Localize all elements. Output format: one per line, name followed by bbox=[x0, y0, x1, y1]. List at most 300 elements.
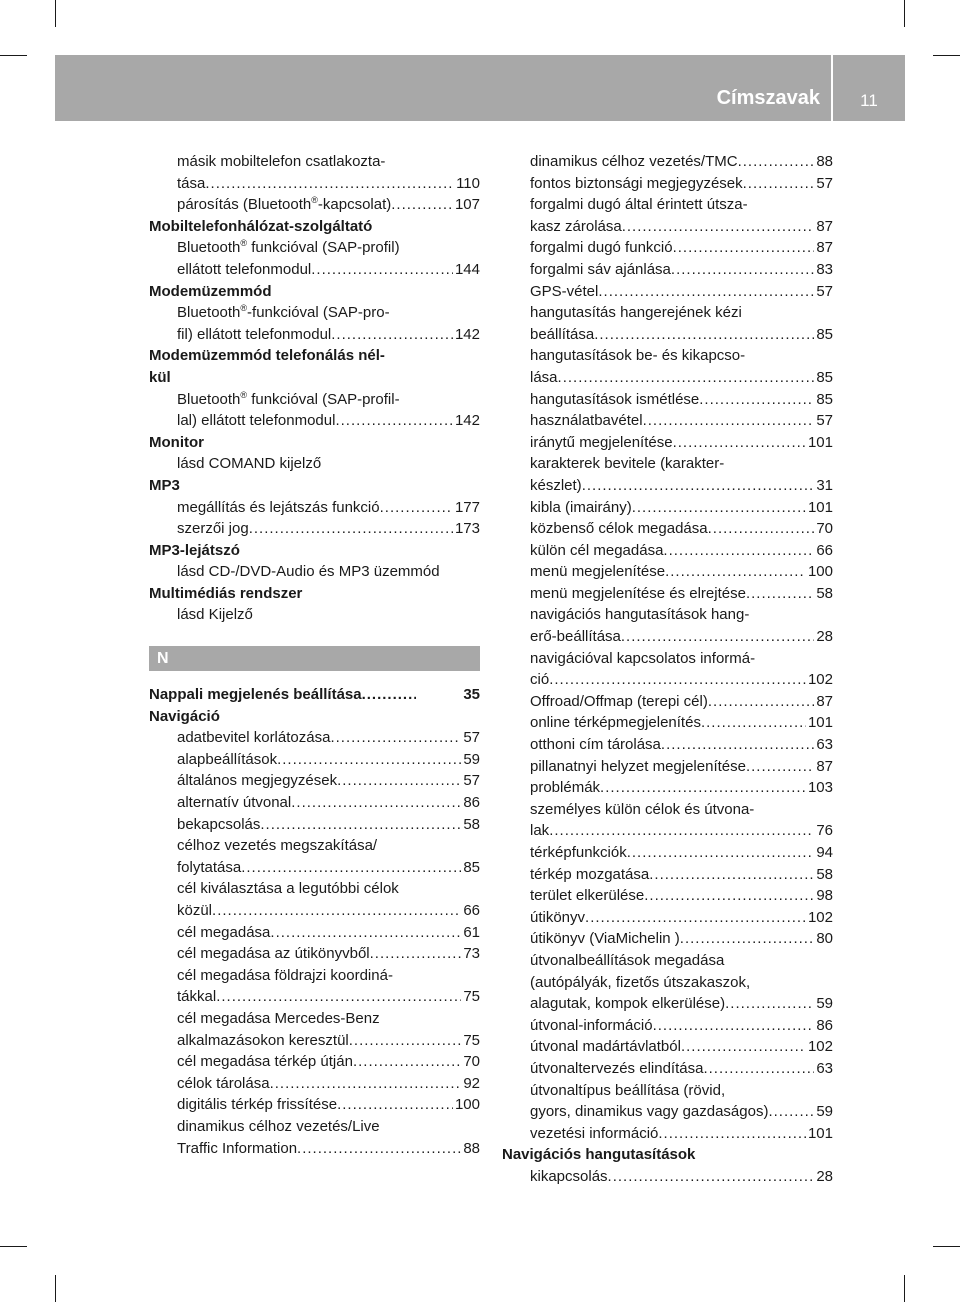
page-ref: 59 bbox=[463, 750, 480, 768]
index-entry-heading bbox=[149, 684, 480, 706]
leader-dots bbox=[768, 1101, 814, 1123]
entry-text: hangutasítás hangerejének kézi bbox=[530, 304, 742, 322]
index-entry bbox=[502, 691, 833, 713]
entry-text: cél megadása földrajzi koordiná- bbox=[177, 966, 393, 984]
entry-text: cél megadása térkép útján bbox=[177, 1053, 353, 1071]
page-ref: 144 bbox=[454, 260, 480, 278]
leader-dots bbox=[673, 237, 815, 259]
leader-dots bbox=[680, 928, 815, 950]
entry-text: navigációval kapcsolatos informá- bbox=[530, 649, 756, 667]
page-ref: 87 bbox=[816, 217, 833, 235]
index-entry bbox=[502, 820, 833, 842]
leader-dots bbox=[746, 756, 814, 778]
index-entry bbox=[502, 324, 833, 346]
index-entry bbox=[502, 453, 833, 475]
index-entry bbox=[502, 561, 833, 583]
entry-text: tása bbox=[177, 174, 206, 192]
index-entry bbox=[502, 1080, 833, 1102]
leader-dots bbox=[600, 777, 806, 799]
entry-text: lásd Kijelző bbox=[177, 606, 253, 624]
leader-dots bbox=[598, 281, 814, 303]
index-entry bbox=[149, 453, 480, 475]
crop-mark bbox=[55, 0, 56, 27]
page-ref: 142 bbox=[454, 325, 480, 343]
page-ref: 103 bbox=[807, 779, 833, 797]
leader-dots bbox=[585, 907, 806, 929]
index-entry bbox=[149, 561, 480, 583]
entry-text: cél megadása bbox=[177, 923, 271, 941]
page-ref: 75 bbox=[463, 1031, 480, 1049]
entry-text: (autópályák, fizetős útszakaszok, bbox=[530, 973, 751, 991]
page-ref: 87 bbox=[816, 239, 833, 257]
index-entry bbox=[502, 259, 833, 281]
page-title: Címszavak bbox=[716, 87, 820, 109]
entry-text: lása bbox=[530, 368, 558, 386]
entry-text: gyors, dinamikus vagy gazdaságos) bbox=[530, 1103, 769, 1121]
index-entry bbox=[502, 432, 833, 454]
page-ref: 80 bbox=[816, 930, 833, 948]
entry-text: szerzői jog bbox=[177, 520, 249, 538]
index-list-n bbox=[149, 684, 480, 1159]
index-entry bbox=[502, 907, 833, 929]
index-entry bbox=[502, 885, 833, 907]
entry-text: menü megjelenítése és elrejtése bbox=[530, 584, 746, 602]
leader-dots bbox=[558, 367, 815, 389]
page-ref: 57 bbox=[463, 729, 480, 747]
leader-dots bbox=[349, 1030, 462, 1052]
leader-dots bbox=[331, 324, 453, 346]
leader-dots bbox=[311, 259, 453, 281]
entry-text: lal) ellátott telefonmodul bbox=[177, 412, 336, 430]
entry-text: általános megjegyzések bbox=[177, 772, 338, 790]
entry-text: fontos biztonsági megjegyzések bbox=[530, 174, 743, 192]
entry-text: Bluetooth®-funkcióval (SAP-pro- bbox=[177, 303, 390, 322]
page-ref: 57 bbox=[816, 412, 833, 430]
index-entry bbox=[502, 756, 833, 778]
index-list-m bbox=[149, 151, 480, 626]
leader-dots bbox=[337, 770, 461, 792]
leader-dots bbox=[337, 1094, 453, 1116]
index-entry bbox=[149, 900, 480, 922]
page-ref: 28 bbox=[816, 628, 833, 646]
page-ref: 76 bbox=[816, 822, 833, 840]
crop-mark bbox=[0, 55, 27, 56]
index-entry-heading bbox=[502, 1144, 833, 1166]
leader-dots bbox=[241, 857, 461, 879]
index-entry bbox=[502, 734, 833, 756]
index-entry bbox=[502, 475, 833, 497]
entry-text: forgalmi sáv ajánlása bbox=[530, 260, 671, 278]
index-entry-heading bbox=[149, 216, 480, 238]
leader-dots bbox=[621, 626, 814, 648]
index-entry bbox=[149, 1030, 480, 1052]
leader-dots bbox=[661, 734, 814, 756]
entry-text: Offroad/Offmap (terepi cél) bbox=[530, 692, 708, 710]
index-entry bbox=[149, 302, 480, 324]
index-column-right bbox=[502, 151, 833, 1188]
entry-text: kibla (imairány) bbox=[530, 498, 632, 516]
leader-dots bbox=[681, 1036, 806, 1058]
index-entry bbox=[502, 302, 833, 324]
page-ref: 110 bbox=[456, 174, 480, 192]
index-entry bbox=[502, 1123, 833, 1145]
section-header-n: N bbox=[149, 646, 480, 671]
index-entry bbox=[502, 928, 833, 950]
index-entry bbox=[502, 1166, 833, 1188]
page-number: 11 bbox=[860, 91, 878, 110]
page-ref: 75 bbox=[463, 988, 480, 1006]
page-ref: 102 bbox=[807, 671, 833, 689]
page-ref: 66 bbox=[463, 902, 480, 919]
leader-dots bbox=[658, 1123, 806, 1145]
crop-mark bbox=[904, 1275, 905, 1302]
page-ref: 98 bbox=[816, 887, 833, 905]
page-ref: 102 bbox=[807, 908, 833, 926]
index-entry bbox=[149, 604, 480, 626]
leader-dots bbox=[632, 497, 806, 519]
index-entry bbox=[149, 922, 480, 944]
entry-text: közbenső célok megadása bbox=[530, 520, 708, 538]
page-ref: 87 bbox=[816, 757, 833, 775]
page-ref: 63 bbox=[816, 736, 833, 754]
index-column-left bbox=[149, 151, 480, 1159]
index-entry bbox=[502, 648, 833, 670]
crop-mark bbox=[933, 1246, 960, 1247]
page-ref: 31 bbox=[816, 476, 833, 494]
index-entry bbox=[502, 842, 833, 864]
crop-mark bbox=[904, 0, 905, 27]
entry-text: hangutasítások ismétlése bbox=[530, 390, 700, 408]
leader-dots bbox=[703, 1058, 814, 1080]
page-ref: 61 bbox=[463, 923, 480, 941]
leader-dots bbox=[608, 1166, 815, 1188]
entry-text: párosítás (Bluetooth®-kapcsolat) bbox=[177, 195, 392, 214]
entry-text: másik mobiltelefon csatlakozta- bbox=[177, 153, 386, 170]
page-ref: 107 bbox=[454, 196, 480, 214]
index-entry bbox=[149, 1138, 480, 1160]
page-ref: 58 bbox=[816, 865, 833, 883]
entry-text: Multimédiás rendszer bbox=[149, 584, 303, 602]
leader-dots bbox=[353, 1051, 461, 1073]
page-header bbox=[55, 55, 905, 121]
entry-text: megállítás és lejátszás funkció bbox=[177, 498, 380, 516]
entry-text: digitális térkép frissítése bbox=[177, 1096, 338, 1114]
index-entry bbox=[502, 151, 833, 173]
entry-text: tákkal bbox=[177, 988, 217, 1006]
entry-text: kasz zárolása bbox=[530, 217, 622, 235]
leader-dots bbox=[699, 389, 814, 411]
index-entry bbox=[502, 497, 833, 519]
index-entry-heading bbox=[149, 583, 480, 605]
page-ref: 101 bbox=[807, 498, 833, 516]
leader-dots bbox=[216, 986, 461, 1008]
page-ref: 58 bbox=[463, 815, 480, 833]
leader-dots bbox=[725, 993, 814, 1015]
leader-dots bbox=[627, 842, 815, 864]
entry-text: GPS-vétel bbox=[530, 282, 599, 300]
index-entry bbox=[502, 712, 833, 734]
index-entry bbox=[149, 749, 480, 771]
entry-text: Navigáció bbox=[149, 707, 220, 725]
index-entry bbox=[502, 281, 833, 303]
entry-text: dinamikus célhoz vezetés/TMC bbox=[530, 153, 738, 170]
page-ref: 86 bbox=[463, 794, 480, 812]
entry-text: MP3 bbox=[149, 476, 180, 494]
index-entry bbox=[502, 993, 833, 1015]
index-entry bbox=[149, 151, 480, 173]
leader-dots bbox=[291, 792, 461, 814]
entry-text: menü megjelenítése bbox=[530, 563, 666, 581]
index-entry bbox=[502, 1015, 833, 1037]
entry-text: lásd CD-/DVD-Audio és MP3 üzemmód bbox=[177, 563, 440, 581]
entry-text: navigációs hangutasítások hang- bbox=[530, 606, 750, 624]
leader-dots bbox=[270, 1073, 462, 1095]
index-entry bbox=[149, 237, 480, 259]
leader-dots bbox=[644, 885, 814, 907]
page-ref: 142 bbox=[454, 412, 480, 430]
index-entry bbox=[502, 540, 833, 562]
page-ref: 83 bbox=[816, 260, 833, 278]
index-entry bbox=[502, 777, 833, 799]
page-ref: 85 bbox=[463, 858, 480, 876]
page-ref: 101 bbox=[807, 714, 833, 732]
entry-text: cél kiválasztása a legutóbbi célok bbox=[177, 880, 399, 898]
page-ref: 57 bbox=[816, 174, 833, 192]
entry-text: cél megadása az útikönyvből bbox=[177, 945, 370, 963]
leader-dots bbox=[746, 583, 814, 605]
leader-dots bbox=[391, 194, 453, 216]
leader-dots bbox=[643, 410, 815, 432]
index-entry bbox=[149, 878, 480, 900]
entry-text: útikönyv bbox=[530, 908, 586, 926]
entry-text: beállítása bbox=[530, 325, 595, 343]
page-ref: 85 bbox=[816, 390, 833, 408]
index-entry bbox=[502, 518, 833, 540]
index-entry bbox=[502, 1101, 833, 1123]
page-ref: 101 bbox=[807, 433, 833, 451]
index-entry bbox=[149, 518, 480, 540]
entry-text: Traffic Information bbox=[177, 1139, 298, 1157]
entry-text: használatbavétel bbox=[530, 412, 643, 430]
page-ref: 86 bbox=[816, 1016, 833, 1034]
index-entry bbox=[502, 799, 833, 821]
page-ref: 177 bbox=[454, 498, 480, 516]
entry-text: alkalmazásokon keresztül bbox=[177, 1031, 349, 1049]
leader-dots bbox=[549, 820, 814, 842]
page-ref: 59 bbox=[816, 995, 833, 1013]
leader-dots bbox=[380, 497, 453, 519]
index-entry-heading bbox=[149, 281, 480, 303]
entry-text: útvonal-információ bbox=[530, 1016, 653, 1034]
page-ref: 92 bbox=[463, 1074, 480, 1092]
entry-text: ció bbox=[530, 671, 550, 689]
leader-dots bbox=[708, 518, 815, 540]
index-entry-heading bbox=[149, 432, 480, 454]
leader-dots bbox=[663, 540, 814, 562]
index-entry bbox=[149, 814, 480, 836]
index-entry bbox=[502, 173, 833, 195]
leader-dots bbox=[370, 943, 462, 965]
index-entry bbox=[149, 410, 480, 432]
leader-dots bbox=[673, 432, 806, 454]
index-entry-heading bbox=[149, 475, 480, 497]
leader-dots bbox=[743, 173, 815, 195]
index-entry bbox=[502, 1036, 833, 1058]
entry-text: lásd COMAND kijelző bbox=[177, 455, 322, 473]
entry-text: lak bbox=[530, 822, 550, 840]
page-ref: 70 bbox=[463, 1053, 480, 1071]
entry-text: Navigációs hangutasítások bbox=[502, 1146, 696, 1164]
entry-text: kikapcsolás bbox=[530, 1167, 608, 1185]
index-entry bbox=[502, 345, 833, 367]
leader-dots bbox=[205, 173, 454, 195]
index-entry bbox=[149, 1116, 480, 1138]
index-entry bbox=[502, 604, 833, 626]
entry-text: külön cél megadása bbox=[530, 541, 664, 559]
leader-dots bbox=[671, 259, 814, 281]
index-entry bbox=[149, 943, 480, 965]
entry-text: MP3-lejátszó bbox=[149, 541, 240, 559]
page-ref: 57 bbox=[463, 772, 480, 790]
entry-text: személyes külön célok és útvona- bbox=[530, 800, 755, 818]
leader-dots bbox=[335, 410, 453, 432]
page-ref: 66 bbox=[816, 541, 833, 559]
entry-text: online térképmegjelenítés bbox=[530, 714, 701, 732]
index-entry bbox=[502, 389, 833, 411]
page-ref: 100 bbox=[454, 1096, 480, 1114]
entry-text: alternatív útvonal bbox=[177, 794, 292, 812]
index-entry-heading bbox=[149, 367, 480, 389]
entry-text: készlet) bbox=[530, 476, 582, 494]
page-ref: 57 bbox=[816, 282, 833, 300]
leader-dots bbox=[649, 864, 814, 886]
entry-text: alagutak, kompok elkerülése) bbox=[530, 995, 726, 1013]
entry-text: otthoni cím tárolása bbox=[530, 736, 661, 754]
page-ref: 28 bbox=[816, 1167, 833, 1185]
leader-dots bbox=[249, 518, 453, 540]
index-entry-heading bbox=[149, 706, 480, 728]
entry-text: Modemüzemmód bbox=[149, 282, 272, 300]
entry-text: ellátott telefonmodul bbox=[177, 260, 312, 278]
page-ref: 73 bbox=[463, 945, 480, 963]
index-entry bbox=[149, 1051, 480, 1073]
entry-text: útvonalbeállítások megadása bbox=[530, 951, 725, 969]
entry-text: vezetési információ bbox=[530, 1124, 659, 1142]
entry-text: Bluetooth® funkcióval (SAP-profil) bbox=[177, 238, 400, 257]
leader-dots bbox=[653, 1015, 815, 1037]
index-entry bbox=[149, 1094, 480, 1116]
crop-mark bbox=[933, 55, 960, 56]
entry-text: iránytű megjelenítése bbox=[530, 433, 673, 451]
entry-text: forgalmi dugó funkció bbox=[530, 239, 673, 257]
entry-text: folytatása bbox=[177, 858, 242, 876]
leader-dots bbox=[665, 561, 806, 583]
leader-dots bbox=[701, 712, 806, 734]
entry-text: pillanatnyi helyzet megjelenítése bbox=[530, 757, 746, 775]
index-list-right bbox=[502, 151, 833, 1188]
index-entry bbox=[149, 173, 480, 195]
page-ref: 85 bbox=[816, 325, 833, 343]
index-entry bbox=[149, 324, 480, 346]
index-entry bbox=[149, 259, 480, 281]
page-ref: 58 bbox=[816, 584, 833, 602]
leader-dots bbox=[582, 475, 815, 497]
entry-text: útvonal madártávlatból bbox=[530, 1038, 681, 1056]
leader-dots bbox=[330, 727, 461, 749]
leader-dots bbox=[622, 216, 815, 238]
index-entry bbox=[149, 497, 480, 519]
page-ref: 94 bbox=[816, 844, 833, 861]
index-entry-heading bbox=[149, 345, 480, 367]
index-entry bbox=[502, 669, 833, 691]
page-ref: 63 bbox=[816, 1059, 833, 1077]
leader-dots bbox=[270, 922, 461, 944]
entry-text: célhoz vezetés megszakítása/ bbox=[177, 837, 378, 855]
page-ref: 70 bbox=[816, 520, 833, 538]
entry-text: térkép mozgatása bbox=[530, 865, 650, 883]
entry-text: terület elkerülése bbox=[530, 887, 645, 905]
index-entry bbox=[502, 972, 833, 994]
page-ref: 101 bbox=[807, 1124, 833, 1142]
entry-text: karakterek bevitele (karakter- bbox=[530, 455, 725, 473]
entry-text: cél megadása Mercedes-Benz bbox=[177, 1009, 380, 1027]
entry-text: Nappali megjelenés beállítása bbox=[149, 686, 362, 704]
index-entry bbox=[502, 1058, 833, 1080]
page-ref: 85 bbox=[816, 368, 833, 386]
entry-text: Bluetooth® funkcióval (SAP-profil- bbox=[177, 389, 400, 408]
page-ref: 88 bbox=[463, 1139, 480, 1157]
leader-dots bbox=[594, 324, 814, 346]
entry-text: útvonaltervezés elindítása bbox=[530, 1059, 704, 1077]
index-entry bbox=[149, 857, 480, 879]
leader-dots bbox=[738, 151, 815, 173]
entry-text: Monitor bbox=[149, 433, 204, 451]
entry-text: térképfunkciók bbox=[530, 844, 627, 861]
entry-text: kül bbox=[149, 368, 171, 386]
page-ref: 88 bbox=[816, 153, 833, 170]
entry-text: útikönyv (ViaMichelin ) bbox=[530, 930, 680, 948]
entry-text: Modemüzemmód telefonálás nél- bbox=[149, 347, 385, 365]
page-ref: 102 bbox=[807, 1038, 833, 1056]
index-entry bbox=[149, 770, 480, 792]
leader-dots bbox=[362, 684, 416, 706]
entry-text: problémák bbox=[530, 779, 601, 797]
leader-dots bbox=[277, 749, 461, 771]
crop-mark bbox=[55, 1275, 56, 1302]
index-entry bbox=[149, 389, 480, 411]
index-entry bbox=[149, 965, 480, 987]
index-entry bbox=[502, 626, 833, 648]
entry-text: fil) ellátott telefonmodul bbox=[177, 325, 332, 343]
page-ref: 35 bbox=[463, 686, 480, 704]
entry-text: erő-beállítása bbox=[530, 628, 621, 646]
index-entry bbox=[149, 792, 480, 814]
index-entry bbox=[502, 194, 833, 216]
leader-dots bbox=[549, 669, 806, 691]
index-entry bbox=[502, 864, 833, 886]
leader-dots bbox=[260, 814, 461, 836]
index-entry bbox=[149, 835, 480, 857]
leader-dots bbox=[212, 900, 461, 922]
index-entry bbox=[149, 194, 480, 216]
crop-mark bbox=[0, 1246, 27, 1247]
index-entry bbox=[502, 216, 833, 238]
index-entry bbox=[149, 727, 480, 749]
entry-text: közül bbox=[177, 902, 213, 919]
entry-text: forgalmi dugó által érintett útsza- bbox=[530, 196, 748, 214]
entry-text: útvonaltípus beállítása (rövid, bbox=[530, 1081, 726, 1099]
page-ref: 87 bbox=[816, 692, 833, 710]
